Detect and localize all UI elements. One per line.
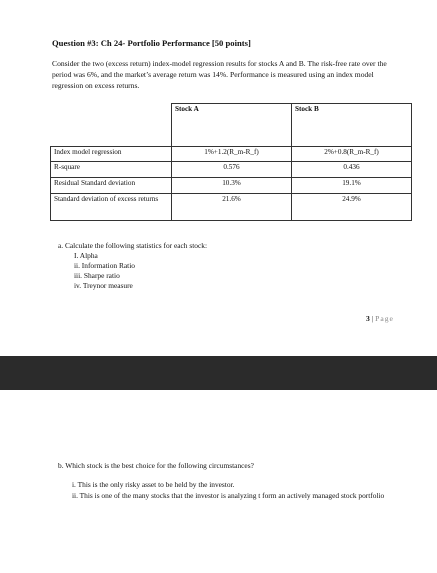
part-b [58, 460, 418, 501]
row-label: R-square [51, 162, 172, 178]
page-number-separator: | [369, 314, 376, 323]
table-row [51, 178, 412, 194]
part-a-item-information-ratio: ii. Information Ratio [74, 261, 135, 270]
row-label: Standard deviation of excess returns [51, 194, 172, 221]
stock-b-value: 24.9% [292, 194, 412, 221]
stock-a-value: 1%+1.2(R_m-R_f) [172, 147, 292, 162]
question-title: Question #3: Ch 24- Portfolio Performance [50 points] [52, 38, 251, 48]
table-row [51, 147, 412, 162]
table-header-stock-a: Stock A [172, 104, 292, 147]
row-label: Residual Standard deviation [51, 178, 172, 194]
stock-b-value: 0.436 [292, 162, 412, 178]
table-header-stock-b: Stock B [292, 104, 412, 147]
stock-a-value: 21.6% [172, 194, 292, 221]
page-separator-bar [0, 356, 437, 390]
part-a-item-alpha: I. Alpha [74, 251, 98, 260]
part-a [58, 241, 318, 291]
part-b-option-only-risky-asset [58, 479, 418, 501]
part-a-item-treynor-measure: iv. Treynor measure [74, 281, 133, 290]
page-number-label: Page [375, 314, 394, 323]
part-a-prompt: a. Calculate the following statistics for each stock: [58, 241, 207, 250]
stock-a-value: 10.3% [172, 178, 292, 194]
regression-table [50, 103, 412, 221]
stock-b-value: 19.1% [292, 178, 412, 194]
table-row [51, 194, 412, 221]
stock-a-value: 0.576 [172, 162, 292, 178]
table-header-row [51, 104, 412, 147]
question-intro: Consider the two (excess return) index-model regression results for stocks A and B. The risk-free rate over the period was 6%, and the market’s average return was 14%. Performance is measured using an index model regression on excess returns. [52, 59, 387, 90]
part-b-prompt: b. Which stock is the best choice for the following circumstances? [58, 461, 254, 470]
part-b-option-2: ii. This is one of the many stocks that the investor is analyzing t form an actively managed stock portfolio [72, 491, 385, 500]
page-number [366, 314, 394, 323]
part-b-option-1: i. This is the only risky asset to be held by the investor. [72, 480, 235, 489]
table-header-blank [51, 104, 172, 147]
stock-b-value: 2%+0.8(R_m-R_f) [292, 147, 412, 162]
table-row [51, 162, 412, 178]
part-a-item-sharpe-ratio: iii. Sharpe ratio [74, 271, 120, 280]
row-label: Index model regression [51, 147, 172, 162]
page-number-value: 3 [366, 314, 370, 323]
